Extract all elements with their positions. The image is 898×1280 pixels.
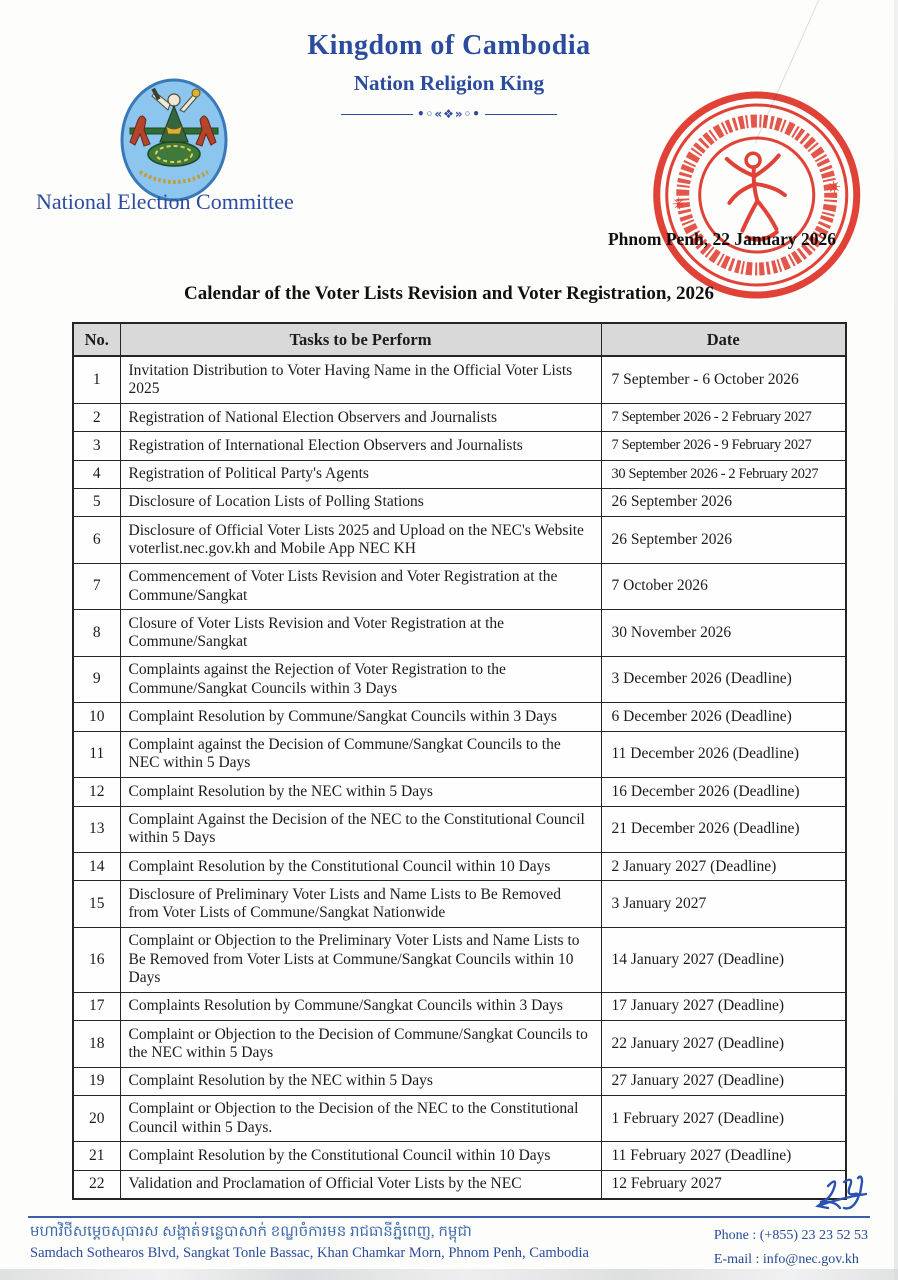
date-cell: 7 September - 6 October 2026 (601, 356, 846, 403)
nec-red-seal-icon (639, 77, 875, 317)
footer-divider-line (28, 1216, 870, 1218)
date-cell: 1 February 2027 (Deadline) (601, 1095, 846, 1142)
table-row (73, 853, 846, 881)
table-row (73, 1021, 846, 1068)
task-cell: Disclosure of Official Voter Lists 2025 and Upload on the NEC's Website voterlist.nec.gov.kh and Mobile App NEC KH (120, 517, 601, 564)
scan-edge-artifact (894, 0, 898, 1280)
divider-line-left (341, 114, 413, 115)
task-cell: Complaint Resolution by the Constitutional Council within 10 Days (120, 853, 601, 881)
date-cell: 26 September 2026 (601, 488, 846, 516)
task-cell: Complaints against the Rejection of Voter Registration to the Commune/Sangkat Councils within 3 Days (120, 656, 601, 703)
row-number-cell: 8 (73, 610, 120, 657)
kingdom-title: Kingdom of Cambodia (307, 30, 591, 61)
date-cell: 12 February 2027 (601, 1170, 846, 1199)
address-english: Samdach Sothearos Blvd, Sangkat Tonle Bassac, Khan Chamkar Morn, Phnom Penh, Cambodia (30, 1245, 589, 1261)
table-row (73, 1142, 846, 1170)
task-cell: Complaint Resolution by the NEC within 5 Days (120, 1067, 601, 1095)
task-cell: Complaint or Objection to the Decision of Commune/Sangkat Councils to the NEC within 5 Days (120, 1021, 601, 1068)
date-cell: 11 February 2027 (Deadline) (601, 1142, 846, 1170)
email-label: E-mail (713, 1251, 752, 1267)
divider-line-right (485, 114, 557, 115)
footer (30, 1222, 868, 1272)
table-row (73, 1095, 846, 1142)
task-cell: Closure of Voter Lists Revision and Voter Registration at the Commune/Sangkat (120, 610, 601, 657)
date-cell: 14 January 2027 (Deadline) (601, 927, 846, 992)
task-cell: Commencement of Voter Lists Revision and Voter Registration at the Commune/Sangkat (120, 563, 601, 610)
table-row (73, 563, 846, 610)
table-row (73, 404, 846, 432)
task-cell: Registration of National Election Observers and Journalists (120, 404, 601, 432)
phone-line: Phone : (+855) 23 23 52 53 (713, 1228, 868, 1243)
date-cell: 7 September 2026 - 9 February 2027 (601, 432, 846, 460)
row-number-cell: 3 (73, 432, 120, 460)
date-cell: 16 December 2026 (Deadline) (601, 778, 846, 806)
address-khmer: មហាវិថីសម្តេចសុធារស សង្កាត់ទន្លេបាសាក់ ខណ្ឌចំការមន រាជធានីភ្នំពេញ, កម្ពុជា (30, 1224, 472, 1240)
phone-value: (+855) 23 23 52 53 (759, 1228, 868, 1243)
svg-text:✳: ✳ (671, 193, 687, 214)
date-cell: 3 December 2026 (Deadline) (601, 656, 846, 703)
row-number-cell: 5 (73, 488, 120, 516)
date-cell: 7 September 2026 - 2 February 2027 (601, 404, 846, 432)
row-number-cell: 12 (73, 778, 120, 806)
date-cell: 11 December 2026 (Deadline) (601, 731, 846, 778)
date-cell: 30 September 2026 - 2 February 2027 (601, 460, 846, 488)
place-date-line: Phnom Penh, 22 January 2026 (607, 229, 836, 249)
table-row (73, 778, 846, 806)
document-title: Calendar of the Voter Lists Revision and Voter Registration, 2026 (184, 283, 714, 304)
row-number-cell: 2 (73, 404, 120, 432)
committee-name: National Election Committee (36, 189, 294, 214)
task-cell: Complaint against the Decision of Commune/Sangkat Councils to the NEC within 5 Days (120, 731, 601, 778)
scan-edge-bottom-artifact (0, 1269, 898, 1280)
row-number-cell: 16 (73, 927, 120, 992)
table-row (73, 460, 846, 488)
task-cell: Registration of Political Party's Agents (120, 460, 601, 488)
task-cell: Complaint or Objection to the Preliminary Voter Lists and Name Lists to Be Removed from Voter Lists at Commune/Sangkat Councils within 10 Days (120, 927, 601, 992)
svg-text:✳: ✳ (826, 177, 842, 198)
motto-title: Nation Religion King (353, 71, 545, 95)
row-number-cell: 9 (73, 656, 120, 703)
table-row (73, 356, 846, 403)
row-number-cell: 11 (73, 731, 120, 778)
footer-contact-block (714, 1222, 868, 1272)
table-row (73, 881, 846, 928)
col-header-date: Date (601, 323, 846, 356)
email-value: info@nec.gov.kh (762, 1251, 859, 1267)
table-row (73, 806, 846, 853)
row-number-cell: 7 (73, 563, 120, 610)
table-row (73, 610, 846, 657)
table-row (73, 432, 846, 460)
date-cell: 21 December 2026 (Deadline) (601, 806, 846, 853)
col-header-tasks: Tasks to be Perform (120, 323, 601, 356)
date-cell: 7 October 2026 (601, 563, 846, 610)
date-cell: 22 January 2027 (Deadline) (601, 1021, 846, 1068)
date-cell: 3 January 2027 (601, 881, 846, 928)
row-number-cell: 14 (73, 853, 120, 881)
calendar-table-body (73, 356, 846, 1199)
table-row (73, 1170, 846, 1199)
task-cell: Validation and Proclamation of Official Voter Lists by the NEC (120, 1170, 601, 1199)
table-row (73, 992, 846, 1020)
row-number-cell: 20 (73, 1095, 120, 1142)
table-header-row (73, 323, 846, 356)
date-cell: 2 January 2027 (Deadline) (601, 853, 846, 881)
row-number-cell: 21 (73, 1142, 120, 1170)
task-cell: Disclosure of Location Lists of Polling Stations (120, 488, 601, 516)
row-number-cell: 6 (73, 517, 120, 564)
table-row (73, 927, 846, 992)
handwritten-initials (814, 1172, 872, 1229)
calendar-table (72, 322, 847, 1200)
table-row (73, 731, 846, 778)
date-cell: 30 November 2026 (601, 610, 846, 657)
table-row (73, 1067, 846, 1095)
task-cell: Complaint Resolution by the NEC within 5 Days (120, 778, 601, 806)
row-number-cell: 10 (73, 703, 120, 731)
task-cell: Complaints Resolution by Commune/Sangkat Councils within 3 Days (120, 992, 601, 1020)
divider-ornament: •◦«❖»◦• (417, 107, 481, 121)
date-cell: 17 January 2027 (Deadline) (601, 992, 846, 1020)
date-cell: 27 January 2027 (Deadline) (601, 1067, 846, 1095)
table-row (73, 656, 846, 703)
task-cell: Complaint Against the Decision of the NEC to the Constitutional Council within 5 Days (120, 806, 601, 853)
task-cell: Invitation Distribution to Voter Having Name in the Official Voter Lists 2025 (120, 356, 601, 403)
row-number-cell: 17 (73, 992, 120, 1020)
col-header-no: No. (73, 323, 120, 356)
row-number-cell: 13 (73, 806, 120, 853)
date-cell: 6 December 2026 (Deadline) (601, 703, 846, 731)
task-cell: Complaint Resolution by Commune/Sangkat Councils within 3 Days (120, 703, 601, 731)
task-cell: Complaint or Objection to the Decision of the NEC to the Constitutional Council within 5 Days. (120, 1095, 601, 1142)
date-cell: 26 September 2026 (601, 517, 846, 564)
row-number-cell: 19 (73, 1067, 120, 1095)
row-number-cell: 15 (73, 881, 120, 928)
email-line: E-mail : info@nec.gov.kh (713, 1251, 859, 1267)
task-cell: Disclosure of Preliminary Voter Lists and Name Lists to Be Removed from Voter Lists of Commune/Sangkat Nationwide (120, 881, 601, 928)
row-number-cell: 4 (73, 460, 120, 488)
row-number-cell: 22 (73, 1170, 120, 1199)
phone-label: Phone (713, 1228, 749, 1243)
table-row (73, 517, 846, 564)
task-cell: Complaint Resolution by the Constitutional Council within 10 Days (120, 1142, 601, 1170)
table-row (73, 703, 846, 731)
task-cell: Registration of International Election Observers and Journalists (120, 432, 601, 460)
table-row (73, 488, 846, 516)
row-number-cell: 1 (73, 356, 120, 403)
footer-address-block (30, 1222, 589, 1272)
row-number-cell: 18 (73, 1021, 120, 1068)
